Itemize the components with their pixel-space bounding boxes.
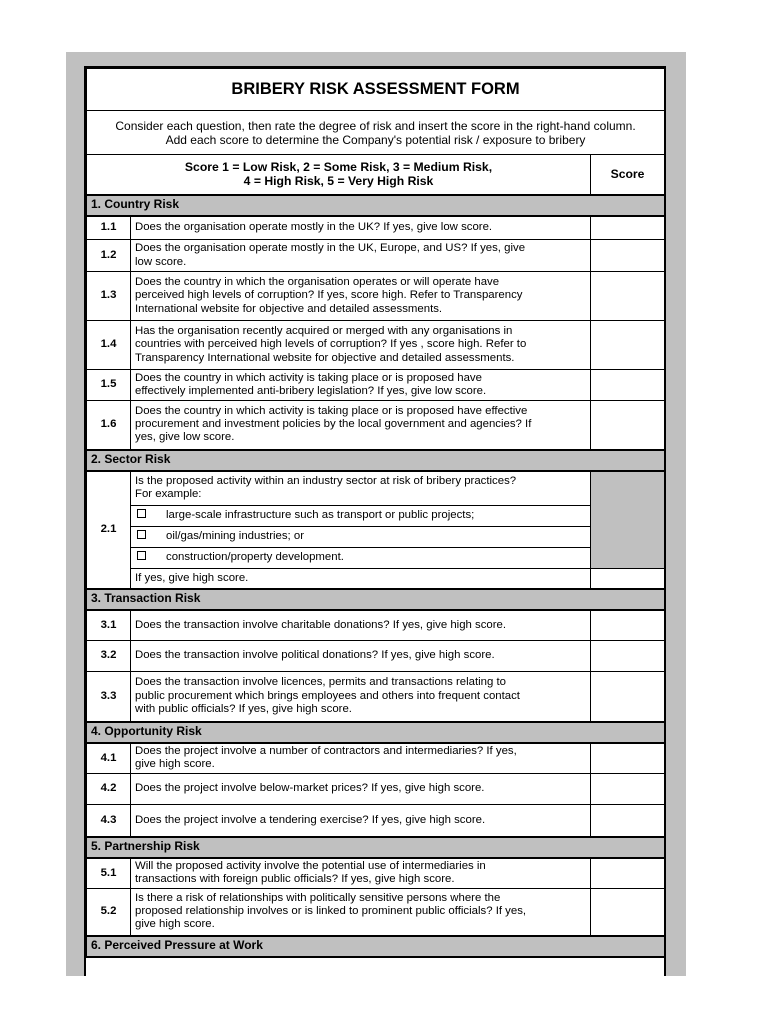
question-number: 1.6 (87, 401, 131, 450)
question-line: Does the transaction involve charitable donations? If yes, give high score. (135, 618, 507, 631)
question-line: Does the project involve a number of contractors and intermediaries? If yes, (135, 744, 517, 757)
score-cell[interactable] (591, 321, 665, 370)
score-cell[interactable] (591, 672, 665, 722)
score-column-header: Score (591, 155, 665, 195)
score-cell[interactable] (591, 774, 665, 805)
question-number: 1.4 (87, 321, 131, 370)
intro-row (87, 111, 665, 155)
question-number: 4.1 (87, 743, 131, 774)
question-text (131, 401, 591, 450)
question-number: 2.1 (87, 471, 131, 589)
question-line: procurement and investment policies by the local government and agencies? If (135, 418, 532, 431)
score-cell[interactable] (591, 858, 665, 889)
section-title: 5. Partnership Risk (87, 837, 665, 858)
question-text (131, 889, 591, 936)
question-line: Does the project involve below-market prices? If yes, give high score. (135, 782, 485, 795)
question-number: 3.2 (87, 641, 131, 672)
section-header (87, 722, 665, 743)
bullet-row (87, 548, 665, 569)
section-header (87, 195, 665, 216)
question-text (131, 743, 591, 774)
instructions-line-2: Add each score to determine the Company's potential risk / exposure to bribery (165, 132, 586, 147)
section-title: 6. Perceived Pressure at Work (87, 936, 665, 957)
question-line: countries with perceived high levels of corruption? If yes , score high. Refer to (135, 338, 527, 351)
question-text (131, 610, 591, 641)
question-line: Does the transaction involve political donations? If yes, give high score. (135, 649, 495, 662)
question-line: Does the country in which the organisation operates or will operate have (135, 275, 500, 288)
question-line: Does the organisation operate mostly in the UK, Europe, and US? If yes, give (135, 242, 526, 255)
question-number: 3.3 (87, 672, 131, 722)
question-line: proposed relationship involves or is linked to prominent public officials? If yes, (135, 905, 527, 918)
form-title: BRIBERY RISK ASSESSMENT FORM (87, 69, 665, 111)
question-line: Transparency International website for objective and detailed assessments. (135, 351, 515, 364)
section-header (87, 589, 665, 610)
question-row (87, 321, 665, 370)
question-row (87, 641, 665, 672)
question-row (87, 216, 665, 240)
scale-row (87, 155, 665, 195)
bullet-text: large-scale infrastructure such as transport or public projects; (166, 509, 475, 522)
question-line: International website for objective and detailed assessments. (135, 302, 443, 315)
question-text (131, 672, 591, 722)
question-line: Has the organisation recently acquired or merged with any organisations in (135, 324, 513, 337)
question-line: Does the country in which activity is taking place or is proposed have (135, 371, 482, 384)
question-line: For example: (135, 488, 202, 501)
question-row (87, 889, 665, 936)
score-cell[interactable] (591, 641, 665, 672)
score-cell[interactable] (591, 569, 665, 589)
question-row (87, 610, 665, 641)
question-row (87, 272, 665, 321)
score-cell[interactable] (591, 805, 665, 837)
question-row (87, 240, 665, 272)
bullet-item (131, 548, 591, 569)
section-title: 3. Transaction Risk (87, 589, 665, 610)
question-line: give high score. (135, 758, 215, 771)
question-number: 1.2 (87, 240, 131, 272)
question-row (87, 672, 665, 722)
question-line: Is the proposed activity within an industry sector at risk of bribery practices? (135, 474, 517, 487)
question-line: perceived high levels of corruption? If yes, score high. Refer to Transparency (135, 289, 523, 302)
question-text (131, 858, 591, 889)
score-cell[interactable] (591, 272, 665, 321)
question-row (87, 743, 665, 774)
section-header (87, 936, 665, 957)
score-scale (87, 155, 591, 195)
bullet-row (87, 527, 665, 548)
question-line: give high score. (135, 918, 215, 931)
question-number: 1.5 (87, 370, 131, 401)
score-scale-line-1: Score 1 = Low Risk, 2 = Some Risk, 3 = Medium Risk, (184, 160, 493, 175)
question-number: 4.2 (87, 774, 131, 805)
question-number: 1.3 (87, 272, 131, 321)
question-line: public procurement which brings employees and others into frequent contact (135, 689, 520, 702)
question-line: Is there a risk of relationships with politically sensitive persons where the (135, 891, 501, 904)
bullet-text: construction/property development. (166, 551, 344, 564)
question-line: Does the transaction involve licences, permits and transactions relating to (135, 676, 507, 689)
section-header (87, 450, 665, 471)
question-text (131, 321, 591, 370)
score-scale-line-2: 4 = High Risk, 5 = Very High Risk (243, 174, 434, 189)
question-text (131, 370, 591, 401)
question-line: effectively implemented anti-bribery legislation? If yes, give low score. (135, 385, 487, 397)
checkbox-bullet-icon (137, 551, 146, 560)
score-cell[interactable] (591, 401, 665, 450)
checkbox-bullet-icon (137, 530, 146, 539)
section-title: 4. Opportunity Risk (87, 722, 665, 743)
question-text (131, 641, 591, 672)
question-number: 4.3 (87, 805, 131, 837)
section-title: 1. Country Risk (87, 195, 665, 216)
bullet-row (87, 506, 665, 527)
section-title: 2. Sector Risk (87, 450, 665, 471)
question-line: Does the country in which activity is taking place or is proposed have effective (135, 404, 528, 417)
question-text (131, 471, 591, 506)
question-text (131, 805, 591, 837)
question-row (87, 370, 665, 401)
question-line: Does the organisation operate mostly in the UK? If yes, give low score. (135, 221, 493, 234)
score-cell[interactable] (591, 610, 665, 641)
checkbox-bullet-icon (137, 509, 146, 518)
question-row (87, 805, 665, 837)
question-text (131, 272, 591, 321)
question-number: 5.2 (87, 889, 131, 936)
question-line: with public officials? If yes, give high score. (135, 702, 352, 715)
question-line: yes, give low score. (135, 431, 235, 444)
title-row (87, 69, 665, 111)
section-header (87, 837, 665, 858)
question-line: Does the project involve a tendering exercise? If yes, give high score. (135, 813, 486, 826)
question-row (87, 774, 665, 805)
question-closing-text: If yes, give high score. (131, 569, 591, 589)
bullet-text: oil/gas/mining industries; or (166, 530, 305, 543)
question-line: transactions with foreign public officials? If yes, give high score. (135, 873, 455, 886)
bullet-item (131, 506, 591, 527)
question-text (131, 240, 591, 272)
score-cell[interactable] (591, 889, 665, 936)
question-text (131, 774, 591, 805)
bullet-item (131, 527, 591, 548)
question-row (87, 471, 665, 506)
score-cell[interactable] (591, 240, 665, 272)
instructions-line-1: Consider each question, then rate the degree of risk and insert the score in the right-hand column. (115, 118, 636, 133)
question-closing-row (87, 569, 665, 589)
score-cell-shaded (591, 471, 665, 569)
risk-assessment-table (86, 68, 665, 958)
question-text (131, 216, 591, 240)
question-line: low score. (135, 255, 187, 268)
score-cell[interactable] (591, 216, 665, 240)
question-number: 1.1 (87, 216, 131, 240)
question-line: Will the proposed activity involve the potential use of intermediaries in (135, 859, 486, 872)
score-cell[interactable] (591, 743, 665, 774)
instructions (87, 111, 665, 155)
question-row (87, 401, 665, 450)
question-number: 3.1 (87, 610, 131, 641)
question-number: 5.1 (87, 858, 131, 889)
score-cell[interactable] (591, 370, 665, 401)
question-row (87, 858, 665, 889)
